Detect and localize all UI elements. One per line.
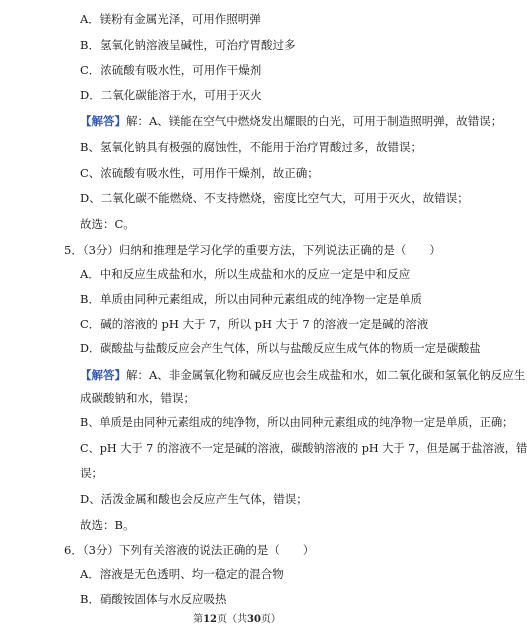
footer-prefix: 第 (193, 614, 204, 625)
footer-suffix: 页） (260, 614, 281, 625)
q5-option-c: C．碱的溶液的 pH 大于 7，所以 pH 大于 7 的溶液一定是碱的溶液 (80, 317, 429, 331)
answer-tag: 【解答】 (80, 368, 126, 382)
q5-analysis-text: 解：A、非金属氧化物和碱反应也会生成盐和水，如二氧化碳和氢氧化钠反应生 (126, 368, 526, 382)
q5-analysis-c: C、pH 大于 7 的溶液不一定是碱的溶液，碳酸钠溶液的 pH 大于 7，但是属于盐溶液，错 (80, 442, 527, 455)
answer-tag: 【解答】 (80, 114, 126, 128)
q5-analysis-d: D、活泼金属和酸也会反应产生气体，错误； (80, 492, 308, 506)
q4-analysis-line (80, 114, 502, 128)
q4-analysis-text: 解：A、镁能在空气中燃烧发出耀眼的白光，可用于制造照明弹，故错误； (126, 114, 503, 128)
q4-option-d: D．二氧化碳能溶于水，可用于灭火 (80, 88, 262, 102)
footer-total-pages: 30 (247, 614, 261, 625)
footer-page-number: 12 (203, 614, 217, 625)
page-footer (0, 614, 474, 626)
q5-option-d: D．碳酸盐与盐酸反应会产生气体，所以与盐酸反应生成气体的物质一定是碳酸盐 (80, 342, 481, 355)
footer-middle: 页（共 (217, 614, 247, 625)
q4-analysis-d: D、二氧化碳不能燃烧、不支持燃烧，密度比空气大，可用于灭火，故错误； (80, 191, 469, 205)
q5-option-a: A．中和反应生成盐和水，所以生成盐和水的反应一定是中和反应 (80, 267, 411, 281)
q6-stem: 6．（3分）下列有关溶液的说法正确的是（ ） (64, 543, 315, 557)
q4-conclusion: 故选：C。 (80, 217, 135, 231)
q6-option-b: B．硝酸铵固体与水反应吸热 (80, 592, 227, 606)
q5-analysis-c-cont: 误； (80, 466, 103, 480)
q4-option-a: A．镁粉有金属光泽，可用作照明弹 (80, 12, 261, 26)
q5-stem: 5．（3分）归纳和推理是学习化学的重要方法，下列说法正确的是（ ） (64, 243, 441, 257)
q5-analysis-b: B、单质是由同种元素组成的纯净物，所以由同种元素组成的纯净物一定是单质，正确； (80, 416, 514, 429)
q5-conclusion: 故选：B。 (80, 518, 135, 532)
q5-option-b: B．单质由同种元素组成，所以由同种元素组成的纯净物一定是单质 (80, 292, 422, 306)
q4-analysis-c: C、浓硫酸有吸水性，可用作干燥剂，故正确； (80, 166, 319, 180)
q5-analysis-a-cont: 成碳酸钠和水，错误； (80, 391, 195, 405)
q4-analysis-b: B、氢氧化钠具有极强的腐蚀性，不能用于治疗胃酸过多，故错误； (80, 140, 422, 154)
q5-analysis-line (80, 368, 525, 382)
q6-option-a: A．溶液是无色透明、均一稳定的混合物 (80, 567, 284, 581)
q4-option-b: B．氢氧化钠溶液呈碱性，可治疗胃酸过多 (80, 38, 296, 52)
q4-option-c: C．浓硫酸有吸水性，可用作干燥剂 (80, 63, 262, 77)
